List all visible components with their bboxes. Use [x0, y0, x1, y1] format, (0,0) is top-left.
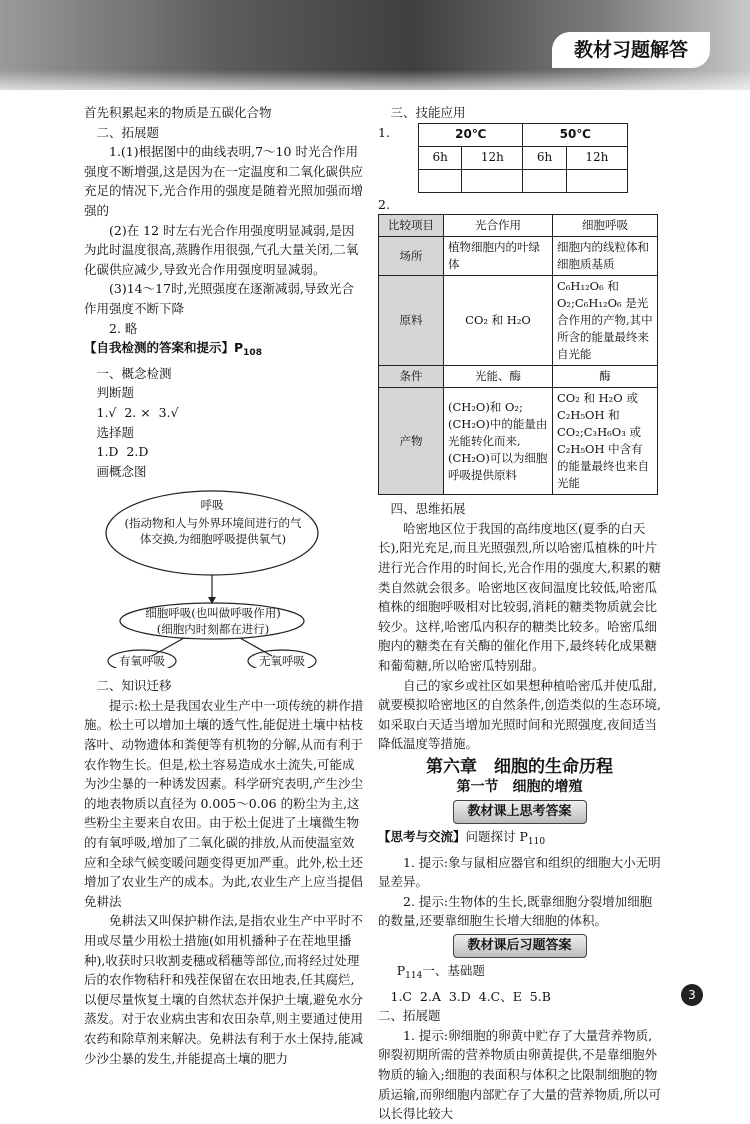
table-cell: 酶	[553, 366, 658, 388]
row-label: 条件	[379, 366, 444, 388]
concept-top-desc: (指动物和人与外界环境间进行的气体交换,为细胞呼吸提供氧气)	[124, 516, 302, 547]
table-row	[379, 237, 658, 276]
hour-cell: 12h	[462, 146, 523, 169]
paragraph: 哈密地区位于我国的高纬度地区(夏季的白天长),阳光充足,而且光照强烈,所以哈密瓜植株的叶片进行光合作用的时间长,光合作用的强度大,积累的糖类自然就会很多。哈密地区夜间温度比较低,哈密瓜植株的细胞呼吸相对比较弱,消耗的糖类物质就会比较少。这样,哈密瓜内积存的糖类比较多。哈密瓜细胞内的糖类在有关酶的催化作用下,最终转化成果糖和葡萄糖,所以哈密瓜特别甜。	[378, 520, 661, 673]
temp-cell: 20℃	[419, 123, 523, 146]
table-cell: CO₂ 和 H₂O 或 C₂H₅OH 和 CO₂;C₃H₆O₃ 或 C₂H₅OH 中含有的能量最终也来自光能	[553, 388, 658, 495]
chapter-title: 第六章 细胞的生命历程	[426, 756, 613, 777]
row-label: 原料	[379, 276, 444, 366]
empty-cell	[566, 169, 627, 192]
concept-right-leaf: 无氧呼吸	[259, 654, 305, 669]
table-cell: (CH₂O)和 O₂;(CH₂O)中的能量由光能转化而来,(CH₂O)可以为细胞呼吸提供原料	[444, 388, 553, 495]
think-title: 【思考与交流】	[378, 829, 466, 845]
basic-title: 一、基础题	[422, 963, 485, 979]
section-heading: 二、知识迁移	[96, 678, 172, 694]
hour-cell: 6h	[523, 146, 566, 169]
answer-line: 1.√ 2. × 3.√	[96, 404, 179, 420]
table-cell: 细胞内的线粒体和细胞质基质	[553, 237, 658, 276]
table-cell: 光能、酶	[444, 366, 553, 388]
table-cell: 植物细胞内的叶绿体	[444, 237, 553, 276]
self-check-title: 【自我检测的答案和提示】P	[84, 340, 244, 356]
paragraph: 1. 提示:象与鼠相应器官和组织的细胞大小无明显差异。	[378, 854, 661, 890]
right-column	[378, 103, 661, 1124]
left-column	[84, 103, 364, 1068]
concept-left-leaf: 有氧呼吸	[119, 654, 165, 669]
table-cell: C₆H₁₂O₆ 和 O₂;C₆H₁₂O₆ 是光合作用的产物,其中所含的能量最终来自光能	[553, 276, 658, 366]
empty-cell	[523, 169, 566, 192]
basic-prefix: P	[396, 963, 406, 979]
concept-middle: 细胞呼吸(也叫做呼吸作用)	[145, 606, 281, 621]
text-line: 判断题	[96, 385, 135, 401]
section-heading: 二、拓展题	[96, 124, 160, 140]
header-title: 教材习题解答	[552, 32, 710, 68]
text-line: 选择题	[96, 424, 135, 440]
paragraph: 自己的家乡或社区如果想种植哈密瓜并使瓜甜,就要模拟哈密地区的自然条件,创造类似的生态环境,如采取白天适当增加光照时间和光照强度,夜间适当降低温度等措施。	[378, 677, 661, 752]
table-row	[379, 366, 658, 388]
concept-top-label: 呼吸	[200, 498, 224, 513]
table-header: 光合作用	[444, 215, 553, 237]
paragraph: 2. 提示:生物体的生长,既靠细胞分裂增加细胞的数量,还要靠细胞生长增大细胞的体积。	[378, 893, 653, 929]
table-row	[379, 388, 658, 495]
hour-cell: 12h	[566, 146, 627, 169]
empty-cell	[419, 169, 462, 192]
in-class-answers-banner: 教材课上思考答案	[453, 800, 587, 824]
paragraph: (2)在 12 时左右光合作用强度明显减弱,是因为此时温度很高,蒸腾作用很强,气孔大量关闭,二氧化碳供应减少,导致光合作用强度明显减弱。	[84, 222, 359, 277]
self-check-heading	[84, 338, 364, 364]
think-suffix: 问题探讨 P	[465, 829, 528, 845]
after-class-answers-banner: 教材课后习题答案	[453, 934, 587, 958]
page-number: 3	[681, 984, 703, 1006]
temperature-table	[418, 123, 628, 193]
paragraph: 1. 提示:卵细胞的卵黄中贮存了大量营养物质,卵裂初期所需的营养物质由卵黄提供,不是靠细胞外物质的输入;细胞的表面积与体积之比限制细胞的物质运输,而卵细胞内部贮存了大量的营养物质,所以可以长得比较大	[378, 1027, 661, 1122]
answer-line: 1.D 2.D	[96, 444, 149, 460]
section-title: 第一节 细胞的增殖	[456, 778, 583, 795]
answer-line: 1.C 2.A 3.D 4.C、E 5.B	[390, 988, 551, 1004]
row-label: 场所	[379, 237, 444, 276]
paragraph: (3)14～17时,光照强度在逐渐减弱,导致光合作用强度不断下降	[84, 281, 354, 316]
section-heading: 二、拓展题	[378, 1008, 441, 1024]
paragraph: 提示:松土是我国农业生产中一项传统的耕作措施。松土可以增加土壤的透气性,能促进土壤中枯枝落叶、动物遗体和粪便等有机物的分解,从而有利于农作物生长。但是,松土容易造成水土流失,可能成为沙尘暴的一种诱发因素。科学研究表明,产生沙尘的地表物质以直径为 0.005～0.06 的粉尘为主,这些粉尘主要来自农田。由于松土促进了土壤微生物的有氧呼吸,增加了二氧化碳的排放,从而使温室效应和全球气候变暖问题变得更加严重。此外,松土还增加了农业生产的成本。为此,农业生产上应当提倡免耕法	[84, 697, 364, 909]
header-fade	[0, 70, 750, 100]
comparison-table	[378, 214, 658, 495]
table-cell: CO₂ 和 H₂O	[444, 276, 553, 366]
think-page: 110	[527, 837, 546, 848]
section-heading: 三、技能应用	[390, 105, 466, 120]
basic-page: 114	[405, 971, 423, 982]
text-line: 画概念图	[96, 463, 147, 479]
row-label: 产物	[379, 388, 444, 495]
paragraph: 1.(1)根据图中的曲线表明,7～10 时光合作用强度不断增强,这是因为在一定温度和二氧化碳供应充足的情况下,光合作用的强度是随着光照加强而增强的	[84, 144, 363, 218]
text-line: 首先积累起来的物质是五碳化合物	[84, 105, 272, 120]
think-heading	[378, 827, 661, 853]
empty-cell	[462, 169, 523, 192]
basic-heading	[378, 961, 661, 987]
q1-block	[378, 123, 661, 193]
self-check-page: 108	[243, 348, 262, 359]
q1-label: 1.	[378, 124, 390, 140]
table-row	[379, 276, 658, 366]
concept-middle-desc: (细胞内时刻都在进行)	[156, 622, 270, 637]
table-header: 比较项目	[379, 215, 444, 237]
table-header: 细胞呼吸	[553, 215, 658, 237]
concept-map	[84, 483, 364, 668]
section-heading: 一、概念检测	[96, 365, 172, 381]
paragraph: 免耕法又叫保护耕作法,是指农业生产中平时不用或尽量少用松土措施(如用机播种子在茬地里播种),收获时只收割麦穗或稻穗等部位,而将经过处理后的农作物秸秆和残茬保留在农田地表,任其腐烂,以便尽量恢复土壤的自然状态并保护土壤,避免水分蒸发。对于农业病虫害和农田杂草,则主要通过使用农药和除草剂来解决。免耕法有利于水土保持,能减少沙尘暴的发生,并能提高土壤的肥力	[84, 913, 363, 1066]
section-heading: 四、思维拓展	[390, 501, 466, 517]
q2-label: 2.	[378, 196, 390, 212]
hour-cell: 6h	[419, 146, 462, 169]
temp-cell: 50℃	[523, 123, 628, 146]
text-line: 2. 略	[109, 320, 138, 336]
